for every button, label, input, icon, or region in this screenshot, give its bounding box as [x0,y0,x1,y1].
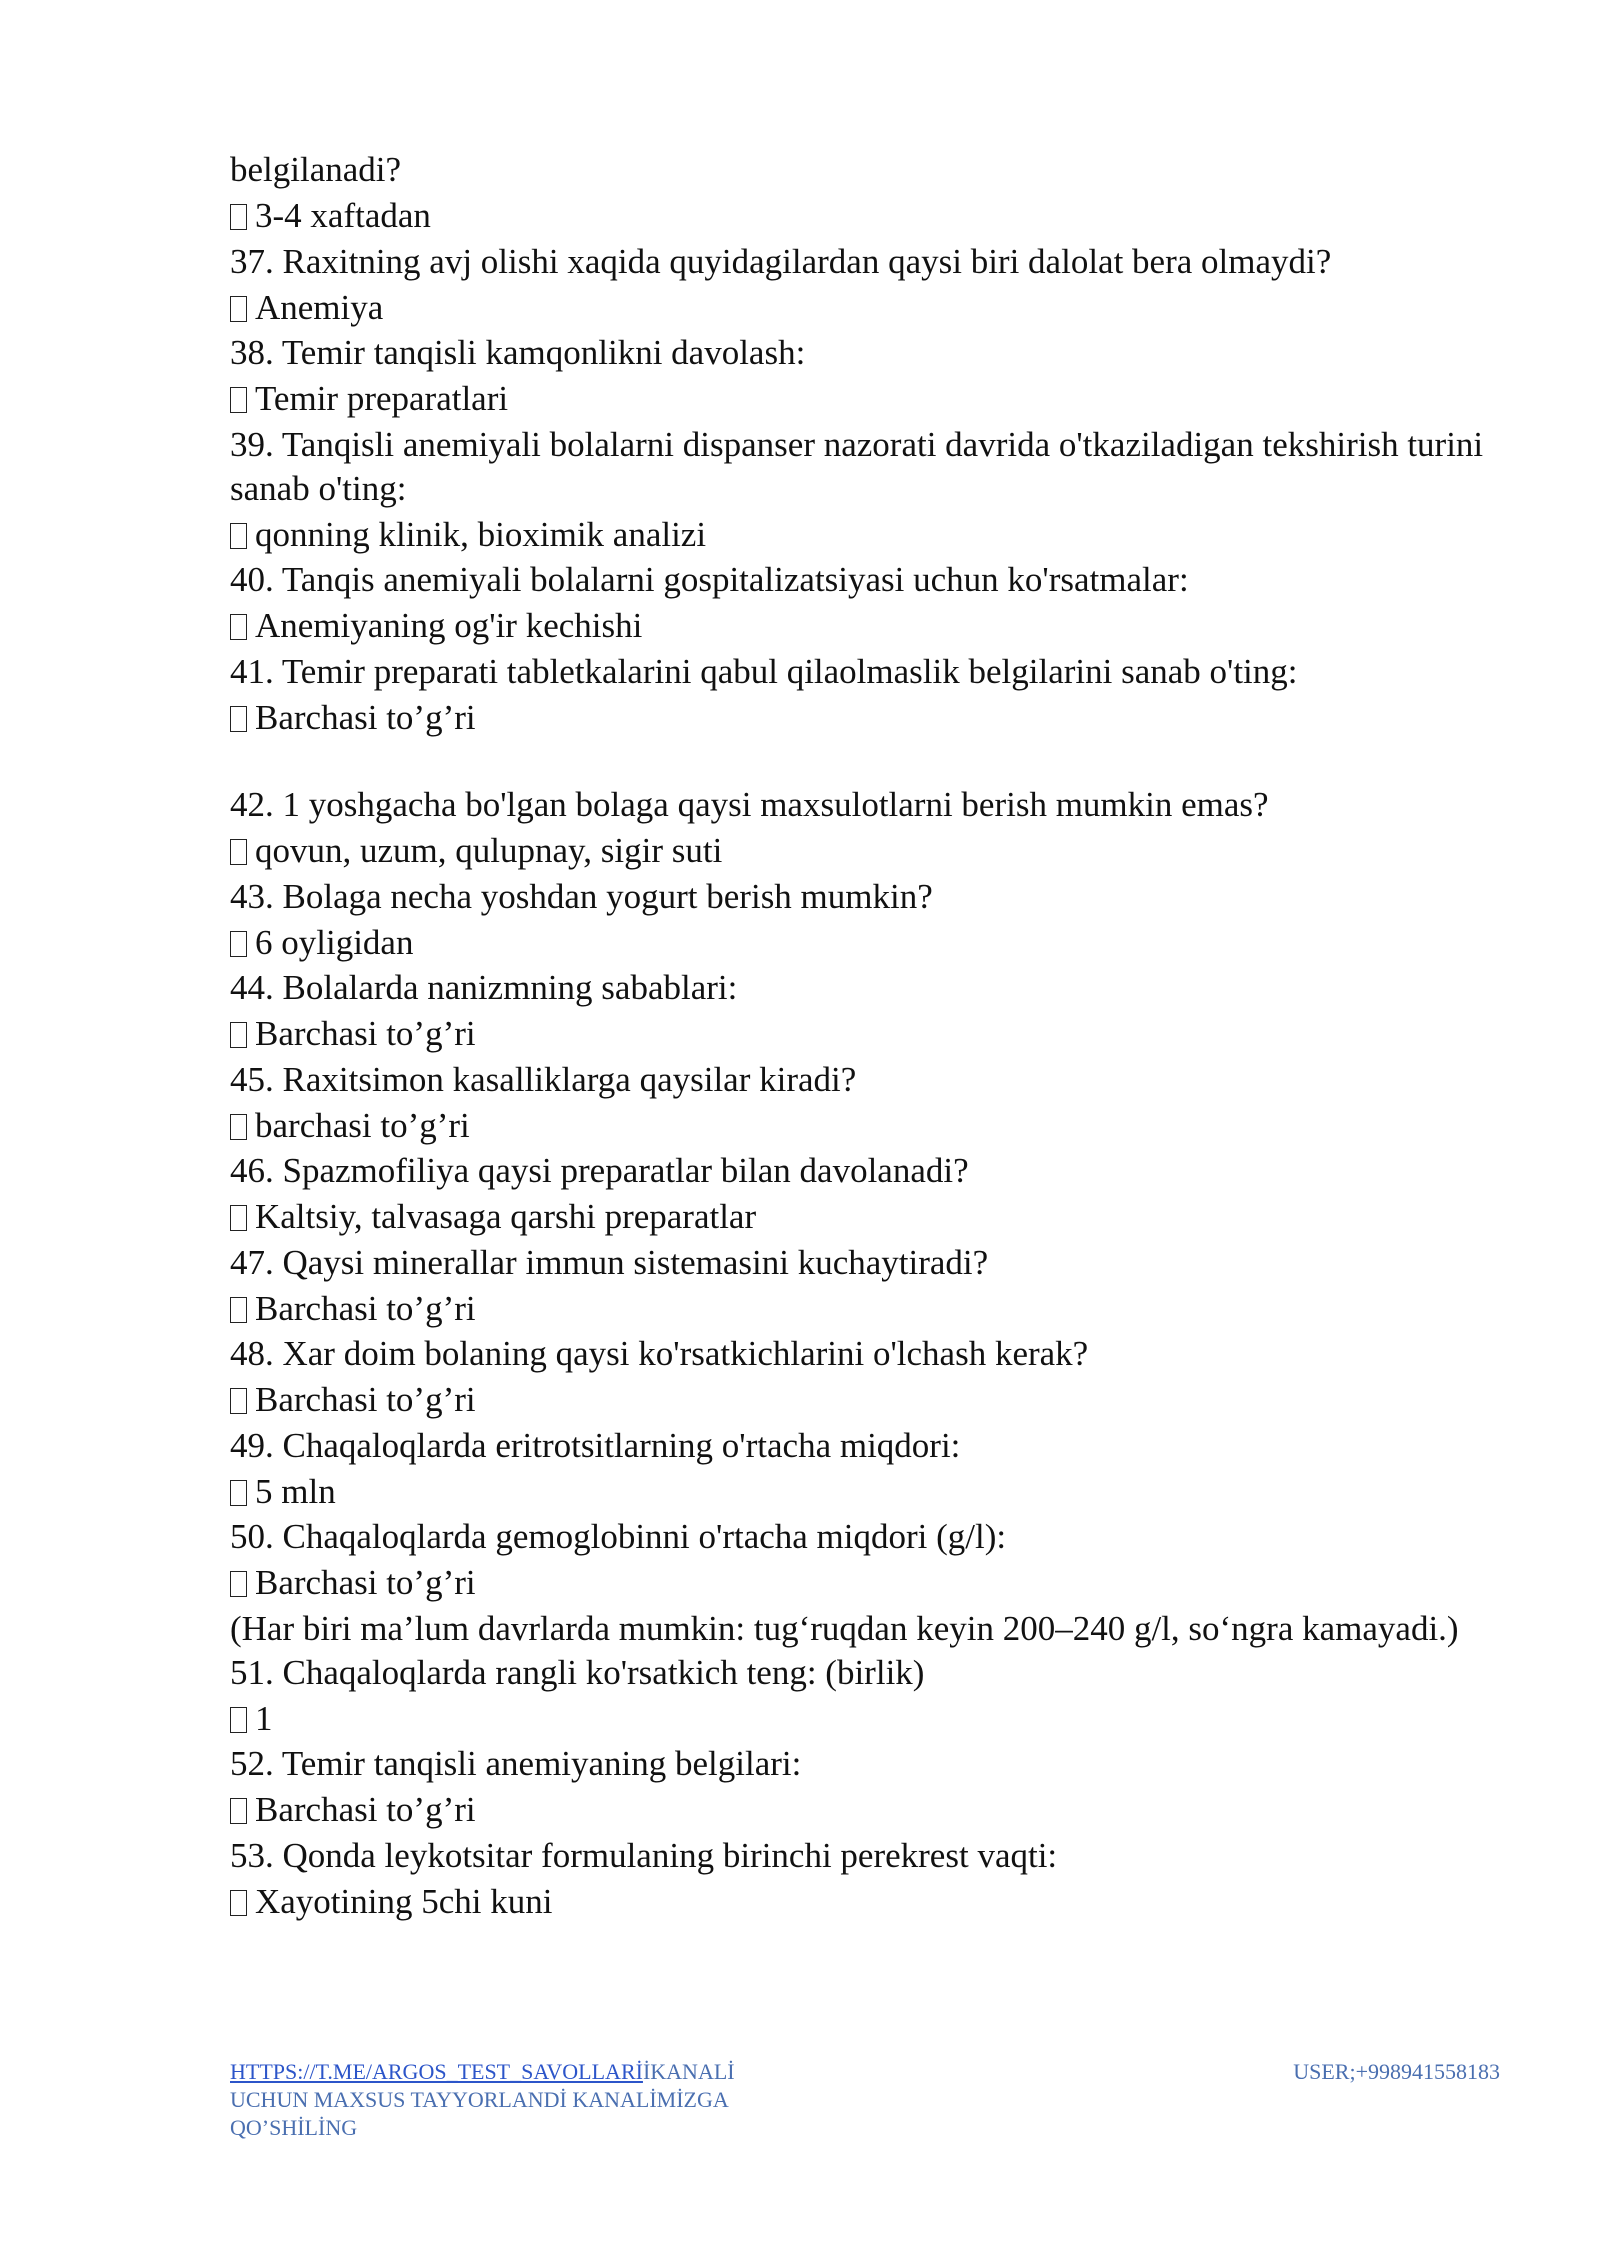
answer-text: Barchasi to’g’ri [255,1380,476,1419]
question-line: 42. 1 yoshgacha bo'lgan bolaga qaysi maxsulotlarni berish mumkin emas? [230,785,1269,824]
answer-text: 3-4 xaftadan [255,196,431,235]
answer-line [230,1102,1500,1150]
answer-line [230,1193,1500,1241]
answer-checkbox-icon [230,387,247,413]
footer-user-contact: USER;+998941558183 [1293,2059,1500,2084]
answer-checkbox-icon [230,523,247,549]
paragraph-gap [230,741,1500,783]
answer-checkbox-icon [230,1707,247,1733]
answer-text: Barchasi to’g’ri [255,1790,476,1829]
answer-checkbox-icon [230,1022,247,1048]
question-line: 43. Bolaga necha yoshdan yogurt berish mumkin? [230,876,933,916]
answer-text: qonning klinik, bioximik analizi [255,514,707,554]
answer-line [230,1878,1500,1926]
answer-checkbox-icon [230,1388,247,1414]
question-line: 39. Tanqisli anemiyali bolalarni dispanser nazorati davrida o'tkaziladigan tekshirish turini sanab o'ting: [230,424,1492,508]
answer-line [230,602,1500,650]
question-line: 37. Raxitning avj olishi xaqida quyidagilardan qaysi biri dalolat bera olmaydi? [230,241,1332,281]
answer-line [230,1376,1500,1424]
answer-line [230,827,1500,875]
answer-checkbox-icon [230,204,247,230]
answer-text: Anemiyaning og'ir kechishi [255,606,643,645]
question-line: 48. Xar doim bolaning qaysi ko'rsatkichlarini o'lchash kerak? [230,1334,1089,1373]
question-line: (Har biri ma’lum davrlarda mumkin: tug‘ruqdan keyin 200–240 g/l, so‘ngra kamayadi.) [230,1608,1459,1648]
answer-text: Temir preparatlari [255,379,509,418]
answer-line [230,694,1500,742]
question-line: 41. Temir preparati tabletkalarini qabul qilaolmaslik belgilarini sanab o'ting: [230,651,1298,691]
telegram-channel-link[interactable]: HTTPS://T.ME/ARGOS_TEST_SAVOLLARİ [230,2059,643,2084]
answer-checkbox-icon [230,1480,247,1506]
answer-line [230,1010,1500,1058]
question-line: 38. Temir tanqisli kamqonlikni davolash: [230,333,806,372]
answer-checkbox-icon [230,931,247,957]
answer-checkbox-icon [230,614,247,640]
question-line: 47. Qaysi minerallar immun sistemasini kuchaytiradi? [230,1242,989,1282]
answer-checkbox-icon [230,1571,247,1597]
question-line: belgilanadi? [230,150,402,189]
answer-text: qovun, uzum, qulupnay, sigir suti [255,831,723,870]
answer-text: Barchasi to’g’ri [255,697,476,737]
answer-line [230,511,1500,559]
answer-line [230,1285,1500,1333]
question-line: 44. Bolalarda nanizmning sabablari: [230,968,738,1007]
question-line: 52. Temir tanqisli anemiyaning belgilari: [230,1744,802,1783]
answer-checkbox-icon [230,1798,247,1824]
question-line: 49. Chaqaloqlarda eritrotsitlarning o'rtacha miqdori: [230,1425,961,1465]
answer-line [230,1695,1500,1743]
question-line: 45. Raxitsimon kasalliklarga qaysilar kiradi? [230,1059,857,1099]
answer-line [230,1468,1500,1516]
question-line: 50. Chaqaloqlarda gemoglobinni o'rtacha miqdori (g/l): [230,1517,1007,1556]
answer-text: 6 oyligidan [255,922,414,962]
footer-channel-text: İKANALİ UCHUN MAXSUS TAYYORLANDİ KANALİMİZGA QO’SHİLİNG [230,2059,735,2140]
question-line: 46. Spazmofiliya qaysi preparatlar bilan davolanadi? [230,1151,969,1190]
answer-text: Barchasi to’g’ri [255,1563,476,1602]
answer-checkbox-icon [230,1205,247,1231]
question-line: 51. Chaqaloqlarda rangli ko'rsatkich teng: (birlik) [230,1652,925,1692]
answer-checkbox-icon [230,1890,247,1916]
answer-text: 1 [255,1698,273,1738]
answer-checkbox-icon [230,1114,247,1140]
answer-line [230,1786,1500,1834]
answer-line [230,284,1500,332]
answer-line [230,192,1500,240]
answer-line [230,919,1500,967]
answer-line [230,1559,1500,1607]
answer-text: Xayotining 5chi kuni [255,1881,553,1921]
answer-text: Anemiya [255,287,384,327]
answer-text: Kaltsiy, talvasaga qarshi preparatlar [255,1197,757,1236]
answer-checkbox-icon [230,706,247,732]
answer-checkbox-icon [230,1297,247,1323]
answer-text: Barchasi to’g’ri [255,1288,476,1328]
question-line: 40. Tanqis anemiyali bolalarni gospitalizatsiyasi uchun ko'rsatmalar: [230,560,1189,599]
answer-checkbox-icon [230,296,247,322]
answer-text: 5 mln [255,1471,336,1511]
answer-checkbox-icon [230,839,247,865]
answer-line [230,375,1500,423]
answer-text: barchasi to’g’ri [255,1105,470,1145]
document-body [230,148,1500,1925]
answer-text: Barchasi to’g’ri [255,1014,476,1053]
footer-left [230,2058,810,2142]
question-line: 53. Qonda leykotsitar formulaning birinchi perekrest vaqti: [230,1835,1058,1875]
